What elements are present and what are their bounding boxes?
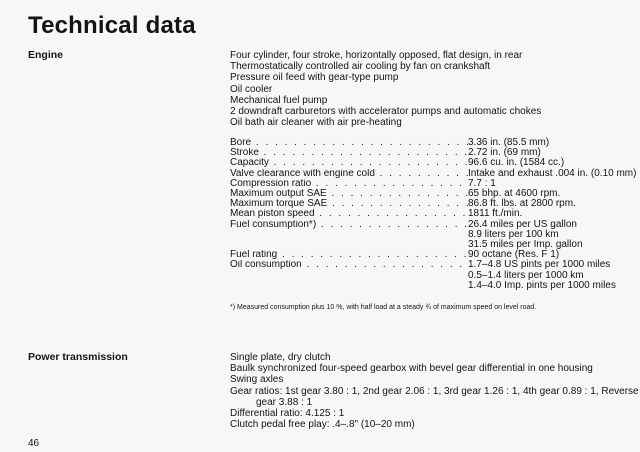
transmission-line: Clutch pedal free play: .4–.8" (10–20 mm) bbox=[230, 419, 415, 431]
engine-description-line: Thermostatically controlled air cooling by fan on crankshaft bbox=[230, 61, 491, 73]
spec-value: 1.4–4.0 Imp. pints per 1000 miles bbox=[468, 279, 616, 291]
spec-label: Stroke . . . bbox=[230, 148, 468, 158]
spec-row bbox=[230, 138, 630, 148]
page-title: Technical data bbox=[28, 12, 196, 39]
spec-label: Maximum torque SAE . . . bbox=[230, 199, 468, 209]
spec-value: 7.7 : 1 bbox=[468, 177, 496, 189]
engine-description-line: Four cylinder, four stroke, horizontally opposed, flat design, in rear bbox=[230, 50, 523, 61]
engine-section-label: Engine bbox=[28, 49, 64, 61]
spec-label: Compression ratio . . . bbox=[230, 179, 468, 189]
engine-description-line: Mechanical fuel pump bbox=[230, 94, 328, 106]
transmission-line: Swing axles bbox=[230, 374, 284, 386]
spec-value: 1.7–4.8 US pints per 1000 miles bbox=[468, 259, 611, 271]
spec-row bbox=[230, 179, 630, 189]
spec-label: Mean piston speed . . . bbox=[230, 209, 468, 219]
spec-label: Capacity . . . bbox=[230, 158, 468, 168]
spec-row-continuation bbox=[230, 240, 630, 250]
page-number: 46 bbox=[28, 438, 40, 449]
transmission-line: Baulk synchronized four-speed gearbox with bevel gear differential in one housing bbox=[230, 363, 593, 375]
spec-row-continuation bbox=[230, 281, 630, 291]
spec-row bbox=[230, 199, 630, 209]
engine-description-line: Oil bath air cleaner with air pre-heating bbox=[230, 117, 402, 129]
spec-row bbox=[230, 220, 630, 230]
spec-label: Fuel consumption*) . . . bbox=[230, 220, 468, 230]
spec-value: 1811 ft./min. bbox=[468, 208, 523, 220]
spec-value: 65 bhp. at 4600 rpm. bbox=[468, 188, 561, 200]
transmission-line: Single plate, dry clutch bbox=[230, 352, 331, 363]
engine-description bbox=[230, 50, 630, 128]
power-transmission-description bbox=[230, 352, 639, 431]
spec-label: Maximum output SAE . . . bbox=[230, 189, 468, 199]
transmission-line: Gear ratios: 1st gear 3.80 : 1, 2nd gear 2.06 : 1, 3rd gear 1.26 : 1, 4th gear 0.89 : 1, Reverse bbox=[230, 385, 639, 397]
spec-value: 3.36 in. (85.5 mm) bbox=[468, 137, 550, 148]
spec-label: Bore . . . bbox=[230, 138, 468, 148]
spec-value: 96.6 cu. in. (1584 cc.) bbox=[468, 157, 565, 169]
engine-description-line: 2 downdraft carburetors with accelerator pumps and automatic chokes bbox=[230, 106, 542, 118]
spec-value: Intake and exhaust .004 in. (0.10 mm) bbox=[468, 167, 637, 179]
spec-value: 90 octane (Res. F 1) bbox=[468, 249, 560, 261]
spec-label: Fuel rating . . . bbox=[230, 250, 468, 260]
spec-row bbox=[230, 148, 630, 158]
transmission-line: Differential ratio: 4.125 : 1 bbox=[230, 408, 345, 420]
spec-value: 0.5–1.4 liters per 1000 km bbox=[468, 269, 584, 281]
engine-spec-table bbox=[230, 137, 637, 291]
spec-value: 2.72 in. (69 mm) bbox=[468, 147, 541, 159]
spec-value: 8.9 liters per 100 km bbox=[468, 228, 559, 240]
transmission-line-continuation: gear 3.88 : 1 bbox=[256, 396, 313, 408]
engine-description-line: Pressure oil feed with gear-type pump bbox=[230, 72, 399, 84]
spec-value: 26.4 miles per US gallon bbox=[468, 218, 577, 230]
consumption-footnote: *) Measured consumption plus 10 %, with half load at a steady ¾ of maximum speed on level road. bbox=[230, 304, 537, 311]
spec-row bbox=[230, 167, 637, 179]
engine-description-line: Oil cooler bbox=[230, 83, 273, 95]
spec-value: 86.8 ft. lbs. at 2800 rpm. bbox=[468, 198, 576, 210]
spec-value: 31.5 miles per Imp. gallon bbox=[468, 239, 583, 251]
power-transmission-section-label: Power transmission bbox=[28, 351, 128, 363]
spec-label: Oil consumption . . . bbox=[230, 260, 468, 270]
spec-label: Valve clearance with engine cold . . . bbox=[230, 169, 468, 179]
